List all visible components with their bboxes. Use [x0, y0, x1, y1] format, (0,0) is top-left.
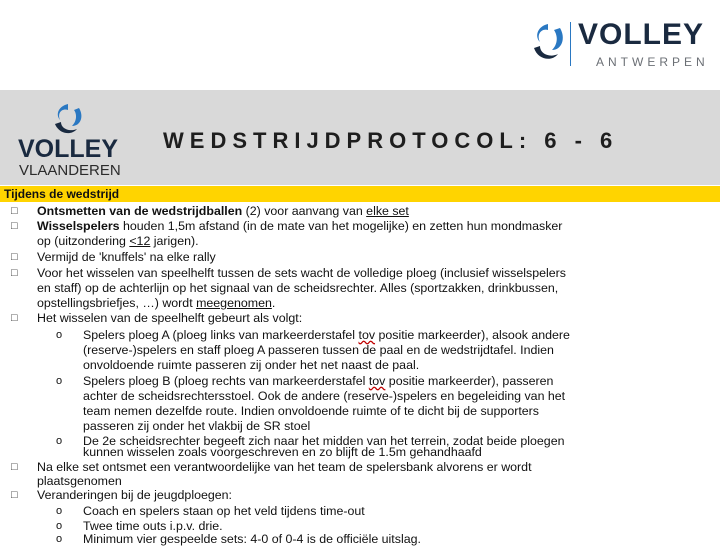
- item-text: (reserve-)spelers en staff ploeg A passeren tussen de paal en de wedstrijdtafel. Indien: [83, 343, 554, 357]
- list-item: [37, 488, 232, 503]
- sub-item-line: [83, 389, 565, 404]
- item-text: Vermijd de 'knuffels' na elke rally: [37, 250, 216, 264]
- item-text: kunnen wisselen zoals voorgeschreven en zo blijft de 1.5m gehandhaafd: [83, 445, 482, 459]
- sub-bullet: o: [56, 435, 63, 447]
- list-bullet: □: [11, 267, 18, 279]
- logo-divider: [570, 22, 571, 66]
- item-text: tov: [368, 374, 386, 388]
- volley-antwerpen-logo: [530, 18, 710, 74]
- item-text: achter de scheidsrechtersstoel. Ook de andere (reserve-)spelers en begeleiding van het: [83, 389, 566, 403]
- item-text: De 2e scheidsrechter begeeft zich naar het midden van het terrein, zodat beide ploegen: [83, 434, 565, 448]
- item-text: Twee time outs i.p.v. drie.: [83, 519, 223, 533]
- page-title: WEDSTRIJDPROTOCOL: 6 - 6: [163, 128, 619, 153]
- sub-item-line: [83, 343, 554, 358]
- item-text: Na elke set ontsmet een verantwoordelijke van het team de spelersbank alvorens er wordt: [37, 460, 532, 474]
- item-bold: Ontsmetten van de wedstrijdballen: [37, 204, 243, 218]
- item-text: .: [271, 296, 276, 310]
- volley-swirl-icon: [52, 102, 84, 136]
- item-text: Coach en spelers staan op het veld tijdens time-out: [83, 504, 365, 518]
- item-underlined: elke set: [366, 204, 409, 218]
- item-bold: Wisselspelers: [37, 219, 120, 233]
- sub-item: [83, 328, 570, 343]
- item-underlined: <12: [129, 234, 151, 248]
- item-text: opstellingsbriefjes, …) wordt: [37, 296, 197, 310]
- list-item-line: [37, 281, 558, 296]
- item-text: passeren zij onder het vlakbij de SR stoel: [83, 419, 311, 433]
- list-item: [37, 266, 566, 281]
- sub-item: [83, 504, 365, 519]
- list-item: [37, 250, 216, 265]
- title-banner: [0, 90, 720, 185]
- logo-wordmark: VOLLEY: [578, 18, 705, 51]
- item-text: positie markeerder), passeren: [385, 374, 554, 388]
- item-text: Minimum vier gespeelde sets: 4-0 of 0-4 is de officiële uitslag.: [83, 532, 421, 546]
- list-bullet: □: [11, 251, 18, 263]
- list-item: [37, 219, 562, 234]
- logo-subtitle: ANTWERPEN: [596, 55, 709, 69]
- list-item-line: [37, 474, 122, 489]
- logo-wordmark: VOLLEY: [18, 135, 119, 163]
- list-item: [37, 311, 302, 326]
- sub-item-line: [83, 404, 539, 419]
- section-heading: Tijdens de wedstrijd: [0, 186, 720, 202]
- list-bullet: □: [11, 205, 18, 217]
- sub-bullet: o: [56, 520, 63, 532]
- list-item-line: [37, 296, 275, 311]
- item-underlined: meegenomen: [196, 296, 272, 310]
- item-text: en staff) op de achterlijn op het signaal van de scheidsrechter. Alles (sportzakken, drinkbussen,: [37, 281, 559, 295]
- item-text: Veranderingen bij de jeugdploegen:: [37, 488, 232, 502]
- list-bullet: □: [11, 220, 18, 232]
- list-bullet: □: [11, 489, 18, 501]
- sub-item: [83, 374, 553, 389]
- sub-bullet: o: [56, 533, 63, 545]
- item-text: jarigen).: [150, 234, 199, 248]
- volley-vlaanderen-logo: [14, 102, 124, 182]
- volley-swirl-icon: [530, 20, 566, 64]
- sub-item-line: [83, 358, 419, 373]
- item-text: Spelers ploeg A (ploeg links van markeerderstafel: [83, 328, 359, 342]
- list-bullet: □: [11, 312, 18, 324]
- list-bullet: □: [11, 461, 18, 473]
- item-text: Spelers ploeg B (ploeg rechts van markeerderstafel: [83, 374, 369, 388]
- item-text: Voor het wisselen van speelhelft tussen de sets wacht de volledige ploeg (inclusief wisselspelers: [37, 266, 566, 280]
- sub-item-line: [83, 419, 310, 434]
- item-text: tov: [358, 328, 376, 342]
- item-text: (2) voor aanvang van: [242, 204, 367, 218]
- list-item-line: [37, 234, 199, 249]
- item-text: houden 1,5m afstand (in de mate van het mogelijke) en zetten hun mondmasker: [119, 219, 563, 233]
- item-text: op (uitzondering: [37, 234, 130, 248]
- protocol-list: [0, 202, 720, 546]
- sub-item-line: [83, 445, 482, 460]
- logo-subtitle: VLAANDEREN: [19, 162, 121, 179]
- list-item: [37, 204, 409, 219]
- sub-bullet: o: [56, 505, 63, 517]
- sub-bullet: o: [56, 329, 63, 341]
- item-text: positie markeerder), alsook andere: [375, 328, 570, 342]
- item-text: Het wisselen van de speelhelft gebeurt als volgt:: [37, 311, 303, 325]
- item-text: plaatsgenomen: [37, 474, 122, 488]
- item-text: team nemen dezelfde route. Indien onvoldoende ruimte of te dicht bij de supporters: [83, 404, 539, 418]
- item-text: onvoldoende ruimte passeren zij onder het net naast de paal.: [83, 358, 420, 372]
- list-item: [37, 460, 532, 475]
- sub-bullet: o: [56, 375, 63, 387]
